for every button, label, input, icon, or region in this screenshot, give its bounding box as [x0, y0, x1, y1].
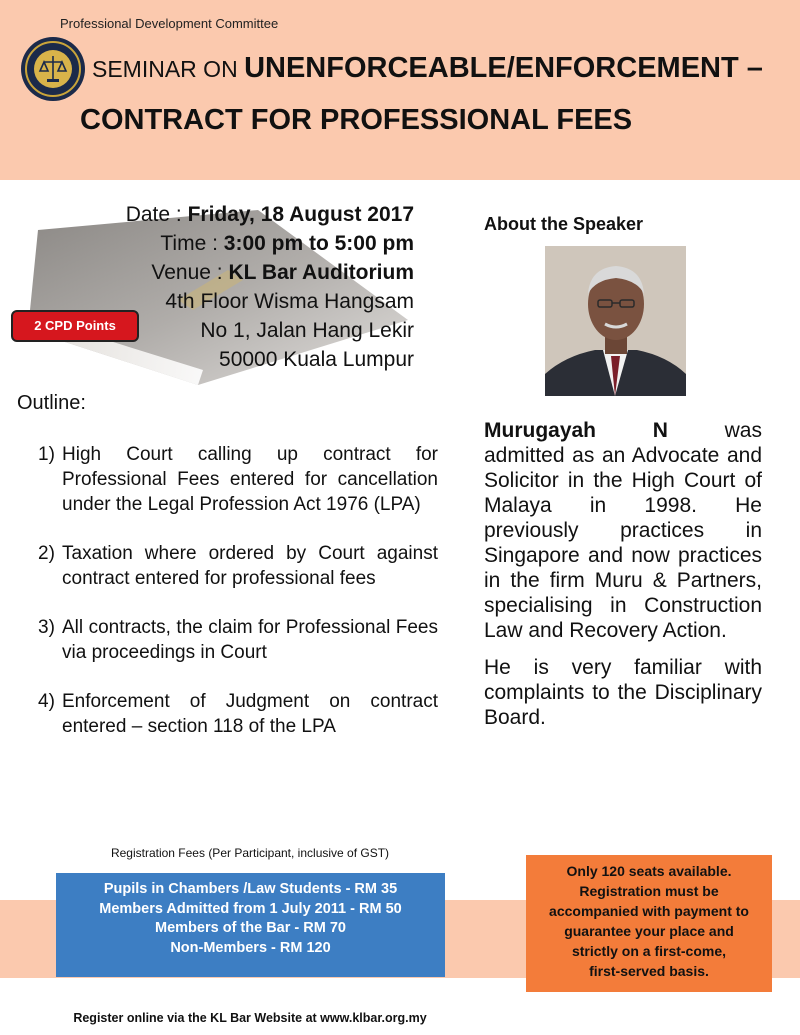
seats-line: first-served basis.	[589, 963, 709, 979]
outline-text: All contracts, the claim for Professional Fees via proceedings in Court	[62, 617, 438, 663]
event-details	[126, 200, 414, 374]
outline-item	[38, 689, 438, 739]
venue-label: Venue :	[151, 261, 229, 284]
speaker-bio	[484, 418, 762, 742]
outline-number: 4)	[38, 691, 55, 712]
venue-value: KL Bar Auditorium	[228, 261, 414, 284]
outline-number: 3)	[38, 617, 55, 638]
fee-line: Members Admitted from 1 July 2011 - RM 50	[99, 900, 402, 917]
outline-text: Taxation where ordered by Court against contract entered for professional fees	[62, 543, 438, 589]
address-line: No 1, Jalan Hang Lekir	[200, 319, 414, 342]
outline-text: High Court calling up contract for Professional Fees entered for cancellation under the Legal Profession Act 1976 (LPA)	[62, 444, 438, 515]
time-label: Time :	[160, 232, 224, 255]
venue-row	[126, 258, 414, 287]
date-value: Friday, 18 August 2017	[187, 203, 414, 226]
seats-notice-box	[526, 855, 772, 992]
seats-line: strictly on a first-come,	[571, 943, 727, 959]
about-speaker-heading: About the Speaker	[484, 214, 644, 234]
fee-line: Non-Members - RM 120	[170, 939, 331, 956]
outline-item	[38, 541, 438, 591]
header-band	[0, 0, 800, 180]
title-prefix: SEMINAR ON	[92, 56, 245, 82]
speaker-initial: N	[652, 419, 668, 442]
date-row	[126, 200, 414, 229]
seminar-title-line2: CONTRACT FOR PROFESSIONAL FEES	[80, 104, 633, 136]
outline-list	[38, 442, 438, 763]
outline-item	[38, 615, 438, 665]
outline-text: Enforcement of Judgment on contract entered – section 118 of the LPA	[62, 691, 438, 737]
address-line: 4th Floor Wisma Hangsam	[165, 290, 414, 313]
fee-line: Members of the Bar - RM 70	[155, 920, 346, 936]
speaker-name: Murugayah	[484, 419, 597, 442]
address-line: 50000 Kuala Lumpur	[219, 348, 414, 371]
bio-text: admitted as an Advocate and Solicitor in the High Court of Malaya in 1998. He previously practices in Singapore and now practices in the firm Muru & Partners, specialising in Construction Law and Recovery Action.	[484, 444, 762, 642]
seats-line: accompanied with payment to	[549, 903, 749, 919]
bio-paragraph: He is very familiar with complaints to the Disciplinary Board.	[484, 656, 762, 729]
committee-name: Professional Development Committee	[60, 16, 279, 31]
seats-line: Registration must be	[579, 883, 719, 899]
time-row	[126, 229, 414, 258]
kl-bar-seal-icon	[20, 36, 86, 102]
registration-fees-heading: Registration Fees (Per Participant, inclusive of GST)	[110, 846, 390, 860]
outline-number: 2)	[38, 543, 55, 564]
fees-box	[56, 873, 445, 977]
title-main: UNENFORCEABLE/ENFORCEMENT –	[244, 52, 763, 84]
cpd-points-badge: 2 CPD Points	[11, 310, 139, 342]
bio-word: was	[724, 419, 762, 442]
seats-line: Only 120 seats available.	[566, 863, 732, 879]
outline-number: 1)	[38, 444, 55, 465]
seminar-title-line1	[92, 52, 763, 85]
outline-item	[38, 442, 438, 517]
fee-line: Pupils in Chambers /Law Students - RM 35	[103, 881, 398, 897]
outline-heading: Outline:	[17, 392, 86, 414]
time-value: 3:00 pm to 5:00 pm	[223, 232, 414, 255]
bio-paragraph	[484, 418, 762, 643]
register-online-text: Register online via the KL Bar Website at www.klbar.org.my	[73, 1011, 427, 1025]
seats-line: guarantee your place and	[564, 923, 734, 939]
date-label: Date :	[125, 203, 188, 226]
speaker-name-row	[484, 418, 762, 443]
speaker-photo	[545, 246, 686, 396]
